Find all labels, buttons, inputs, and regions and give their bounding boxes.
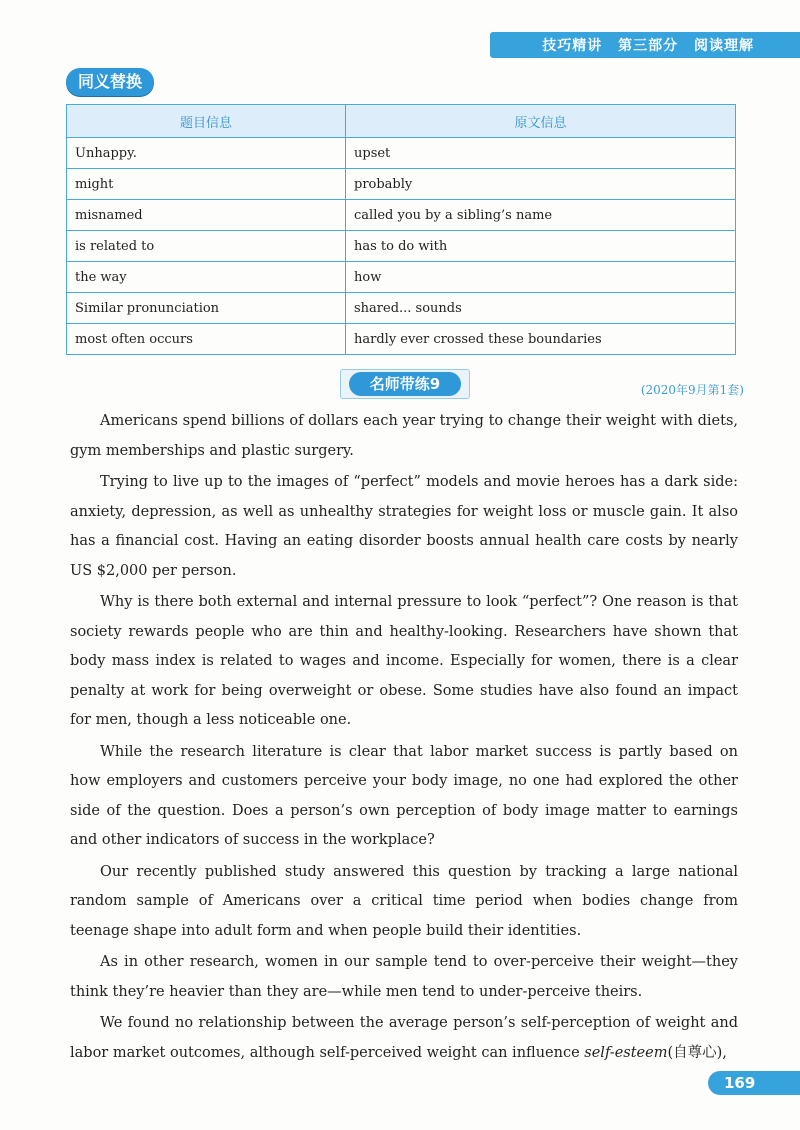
paragraph: Americans spend billions of dollars each year trying to change their weight with diets, gym memberships and plastic surgery.	[70, 413, 738, 459]
table-row	[67, 324, 736, 355]
table-header-row	[67, 105, 736, 138]
table-row	[67, 169, 736, 200]
table-cell: probably	[346, 169, 736, 200]
table-cell: most often occurs	[67, 324, 346, 355]
header-part3: 阅读理解	[694, 38, 754, 54]
table-row	[67, 262, 736, 293]
paragraph-last-text: We found no relationship between the average person’s self-perception of weight and labor market outcomes, although self-perceived weight can influence	[70, 1015, 738, 1061]
paragraph: Our recently published study answered this question by tracking a large national random sample of Americans over a critical time period when bodies change from teenage shape into adult form and when people build their identities.	[70, 863, 738, 939]
practice-badge	[340, 369, 470, 399]
column-header-original: 原文信息	[346, 105, 736, 138]
paragraph: While the research literature is clear that labor market success is partly based on how employers and customers perceive your body image, no one had explored the other side of the question. Does a person’s own perception of body image matter to earnings and other indicators of success in the workplace?	[70, 743, 738, 848]
paragraph: Why is there both external and internal pressure to look “perfect”? One reason is that society rewards people who are thin and healthy-looking. Researchers have shown that body mass index is related to wages and income. Especially for women, there is a clear penalty at work for being overweight or obese. Some studies have also found an impact for men, though a less noticeable one.	[70, 594, 738, 728]
page-number: 169	[708, 1071, 800, 1095]
table-cell: how	[346, 262, 736, 293]
table-row	[67, 138, 736, 169]
table-row	[67, 293, 736, 324]
table-cell: Similar pronunciation	[67, 293, 346, 324]
table-row	[67, 231, 736, 262]
key-term: self-esteem	[584, 1044, 668, 1061]
header-bar	[490, 32, 800, 58]
practice-title: 名师带练9	[349, 372, 461, 396]
table-cell: called you by a sibling’s name	[346, 200, 736, 231]
table-cell: might	[67, 169, 346, 200]
section-title-badge: 同义替换	[66, 68, 154, 96]
header-breadcrumb	[532, 35, 754, 55]
paragraph: Trying to live up to the images of “perfect” models and movie heroes has a dark side: anxiety, depression, as well as unhealthy strategies for weight loss or muscle gain. It also has a financial cost. Having an eating disorder boosts annual health care costs by nearly US $2,000 per person.	[70, 474, 738, 579]
table-cell: shared... sounds	[346, 293, 736, 324]
synonym-table	[66, 104, 736, 355]
table-cell: misnamed	[67, 200, 346, 231]
source-note: (2020年9月第1套)	[640, 383, 744, 397]
table-cell: is related to	[67, 231, 346, 262]
table-cell: the way	[67, 262, 346, 293]
header-part2: 第三部分	[618, 38, 679, 54]
paragraph-last-gloss: (自尊心),	[667, 1044, 727, 1061]
table-row	[67, 200, 736, 231]
header-part1: 技巧精讲	[542, 38, 603, 54]
paragraph: As in other research, women in our sample tend to over-perceive their weight—they think they’re heavier than they are—while men tend to under-perceive theirs.	[70, 954, 738, 1000]
column-header-question: 题目信息	[67, 105, 346, 138]
passage	[70, 407, 738, 1070]
table-cell: has to do with	[346, 231, 736, 262]
table-cell: upset	[346, 138, 736, 169]
paragraph-last	[70, 1009, 738, 1068]
table-cell: hardly ever crossed these boundaries	[346, 324, 736, 355]
table-cell: Unhappy.	[67, 138, 346, 169]
